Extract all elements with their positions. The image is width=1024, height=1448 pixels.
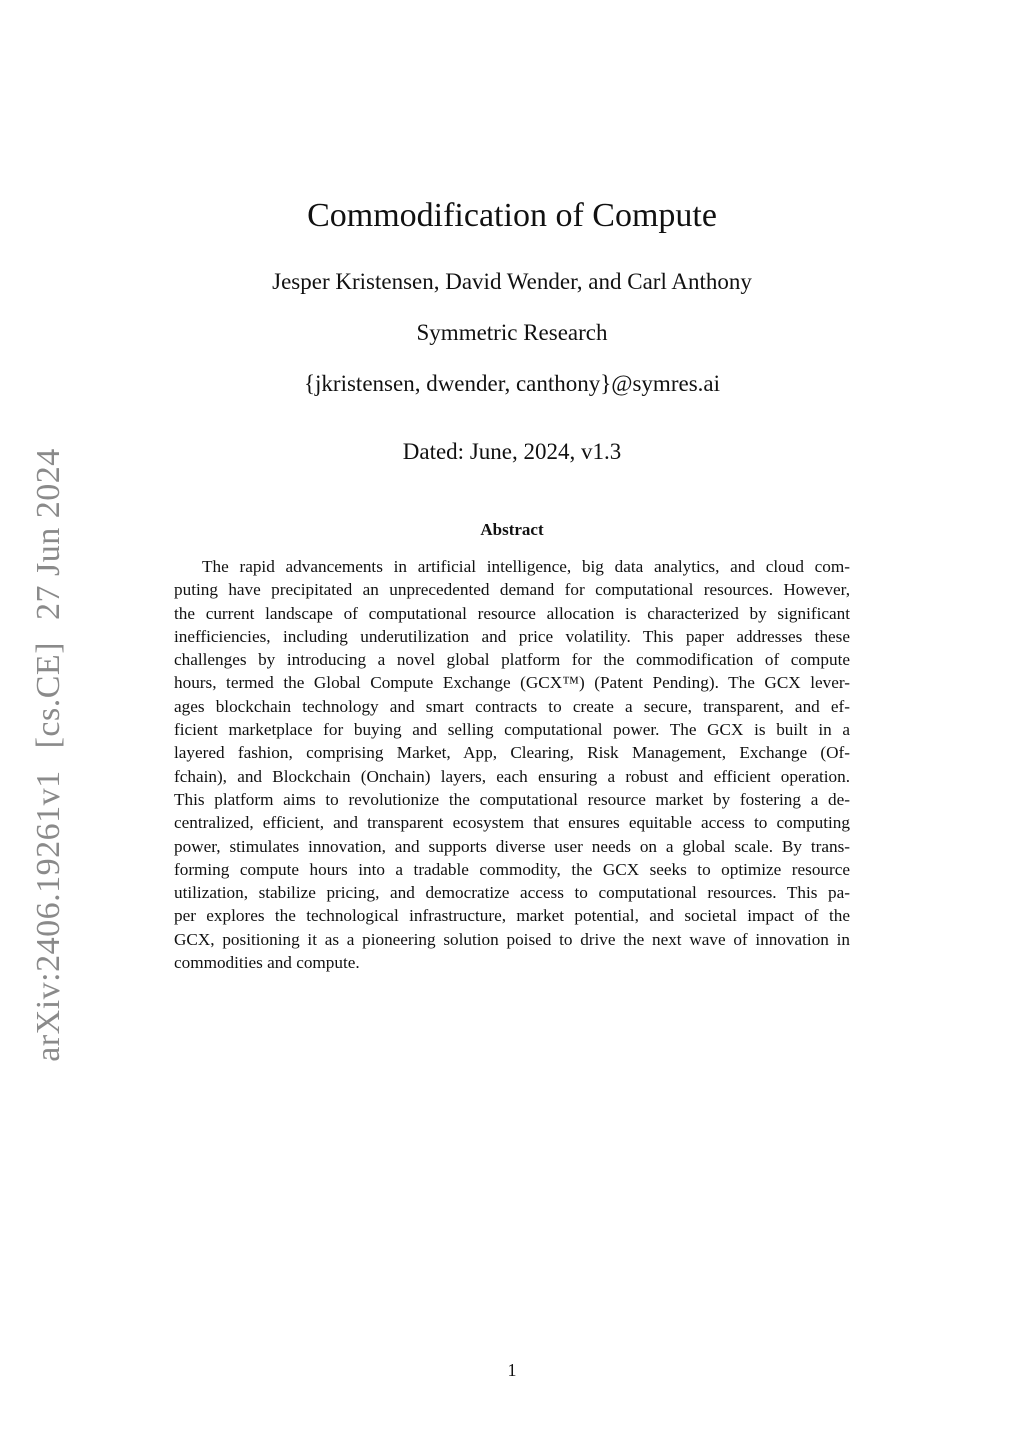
abstract-line: This platform aims to revolutionize the computational resource market by fostering a de- <box>174 789 850 809</box>
paper-title: Commodification of Compute <box>307 197 717 234</box>
abstract-line: forming compute hours into a tradable commodity, the GCX seeks to optimize resource <box>174 859 850 879</box>
abstract-line: commodities and compute. <box>174 953 360 973</box>
abstract-line: ficient marketplace for buying and selling computational power. The GCX is built in a <box>174 720 850 740</box>
abstract-line: inefficiencies, including underutilization and price volatility. This paper addresses these <box>174 626 850 646</box>
abstract-line: fchain), and Blockchain (Onchain) layers, each ensuring a robust and efficient operation. <box>174 766 850 786</box>
abstract-line: per explores the technological infrastructure, market potential, and societal impact of the <box>174 906 850 926</box>
abstract-line: challenges by introducing a novel global platform for the commodification of compute <box>174 650 850 670</box>
arxiv-date: 27 Jun 2024 <box>30 448 67 620</box>
arxiv-id: arXiv:2406.19261v1 <box>30 770 67 1062</box>
paper-authors: Jesper Kristensen, David Wender, and Carl Anthony <box>272 269 752 294</box>
abstract-line: hours, termed the Global Compute Exchange (GCX™) (Patent Pending). The GCX lever- <box>174 673 850 693</box>
abstract-line: GCX, positioning it as a pioneering solution poised to drive the next wave of innovation in <box>174 929 850 949</box>
abstract-heading: Abstract <box>480 520 544 539</box>
arxiv-category: [cs.CE] <box>30 641 67 749</box>
abstract-body <box>174 555 850 974</box>
abstract-line: power, stimulates innovation, and supports diverse user needs on a global scale. By trans- <box>174 836 850 856</box>
abstract-line: ages blockchain technology and smart contracts to create a secure, transparent, and ef- <box>174 696 850 716</box>
page-number: 1 <box>507 1360 517 1380</box>
paper-affiliation: Symmetric Research <box>416 320 608 345</box>
abstract-line: the current landscape of computational resource allocation is characterized by significant <box>174 603 850 623</box>
abstract-line: centralized, efficient, and transparent ecosystem that ensures equitable access to computing <box>174 813 850 833</box>
abstract-line: layered fashion, comprising Market, App, Clearing, Risk Management, Exchange (Of- <box>174 743 850 763</box>
abstract-line: puting have precipitated an unprecedented demand for computational resources. However, <box>174 580 850 600</box>
abstract-line: utilization, stabilize pricing, and democratize access to computational resources. This pa- <box>174 883 850 903</box>
paper-emails: {jkristensen, dwender, canthony}@symres.ai <box>304 371 720 396</box>
paper-date: Dated: June, 2024, v1.3 <box>402 439 622 464</box>
abstract-line: The rapid advancements in artificial intelligence, big data analytics, and cloud com- <box>202 557 850 576</box>
